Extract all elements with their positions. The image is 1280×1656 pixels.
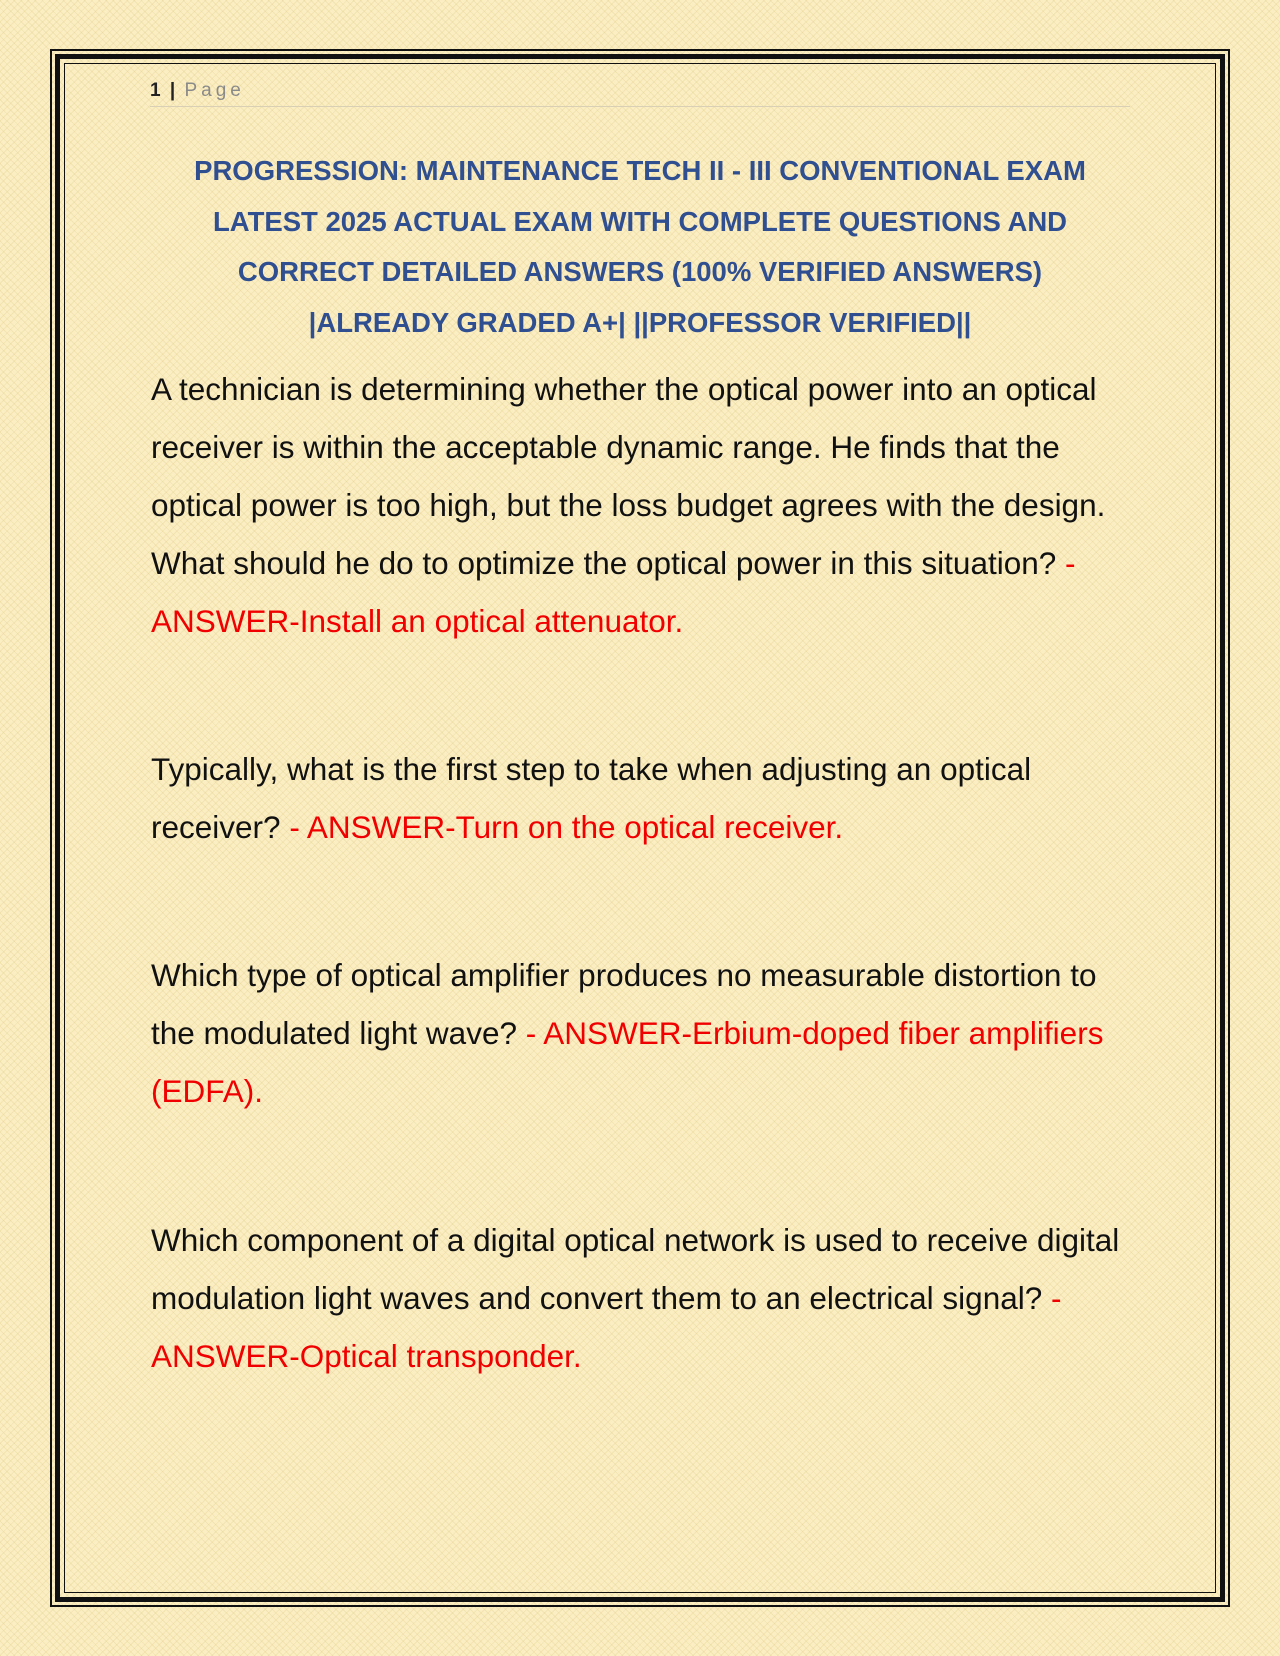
question-text: Typically, what is the first step to take when adjusting an optical receiver? <box>151 751 1032 845</box>
answer-text: - ANSWER-Turn on the optical receiver. <box>289 809 844 845</box>
question-answer-block <box>151 740 1141 856</box>
title-line: LATEST 2025 ACTUAL EXAM WITH COMPLETE QUESTIONS AND <box>212 205 1068 237</box>
question-text: A technician is determining whether the optical power into an optical receiver is within the acceptable dynamic range. He finds that the optical power is too high, but the loss budget agrees with the design. What should he do to optimize the optical power in this situation? <box>151 371 1106 581</box>
title-line: |ALREADY GRADED A+| ||PROFESSOR VERIFIED|| <box>308 306 972 338</box>
question-text: Which component of a digital optical network is used to receive digital modulation light waves and convert them to an electrical signal? <box>151 1222 1120 1316</box>
page-word: Page <box>184 80 245 101</box>
question-answer-block <box>151 360 1141 650</box>
title-line: CORRECT DETAILED ANSWERS (100% VERIFIED ANSWERS) <box>237 256 1043 287</box>
page-separator: | <box>169 80 176 101</box>
question-text: Which type of optical amplifier produces no measurable distortion to the modulated light wave? <box>151 957 1097 1051</box>
page-header <box>150 78 1130 107</box>
question-answer-block <box>151 1211 1141 1385</box>
document-title <box>130 146 1150 348</box>
answer-text: - ANSWER-Install an optical attenuator. <box>151 545 1076 639</box>
answer-text: - ANSWER-Erbium-doped fiber amplifiers (EDFA). <box>151 1015 1104 1109</box>
question-answer-block <box>151 946 1141 1120</box>
title-line: PROGRESSION: MAINTENANCE TECH II - III CONVENTIONAL EXAM <box>194 155 1086 186</box>
page-number: 1 <box>150 80 161 101</box>
answer-text: - ANSWER-Optical transponder. <box>151 1280 1062 1374</box>
